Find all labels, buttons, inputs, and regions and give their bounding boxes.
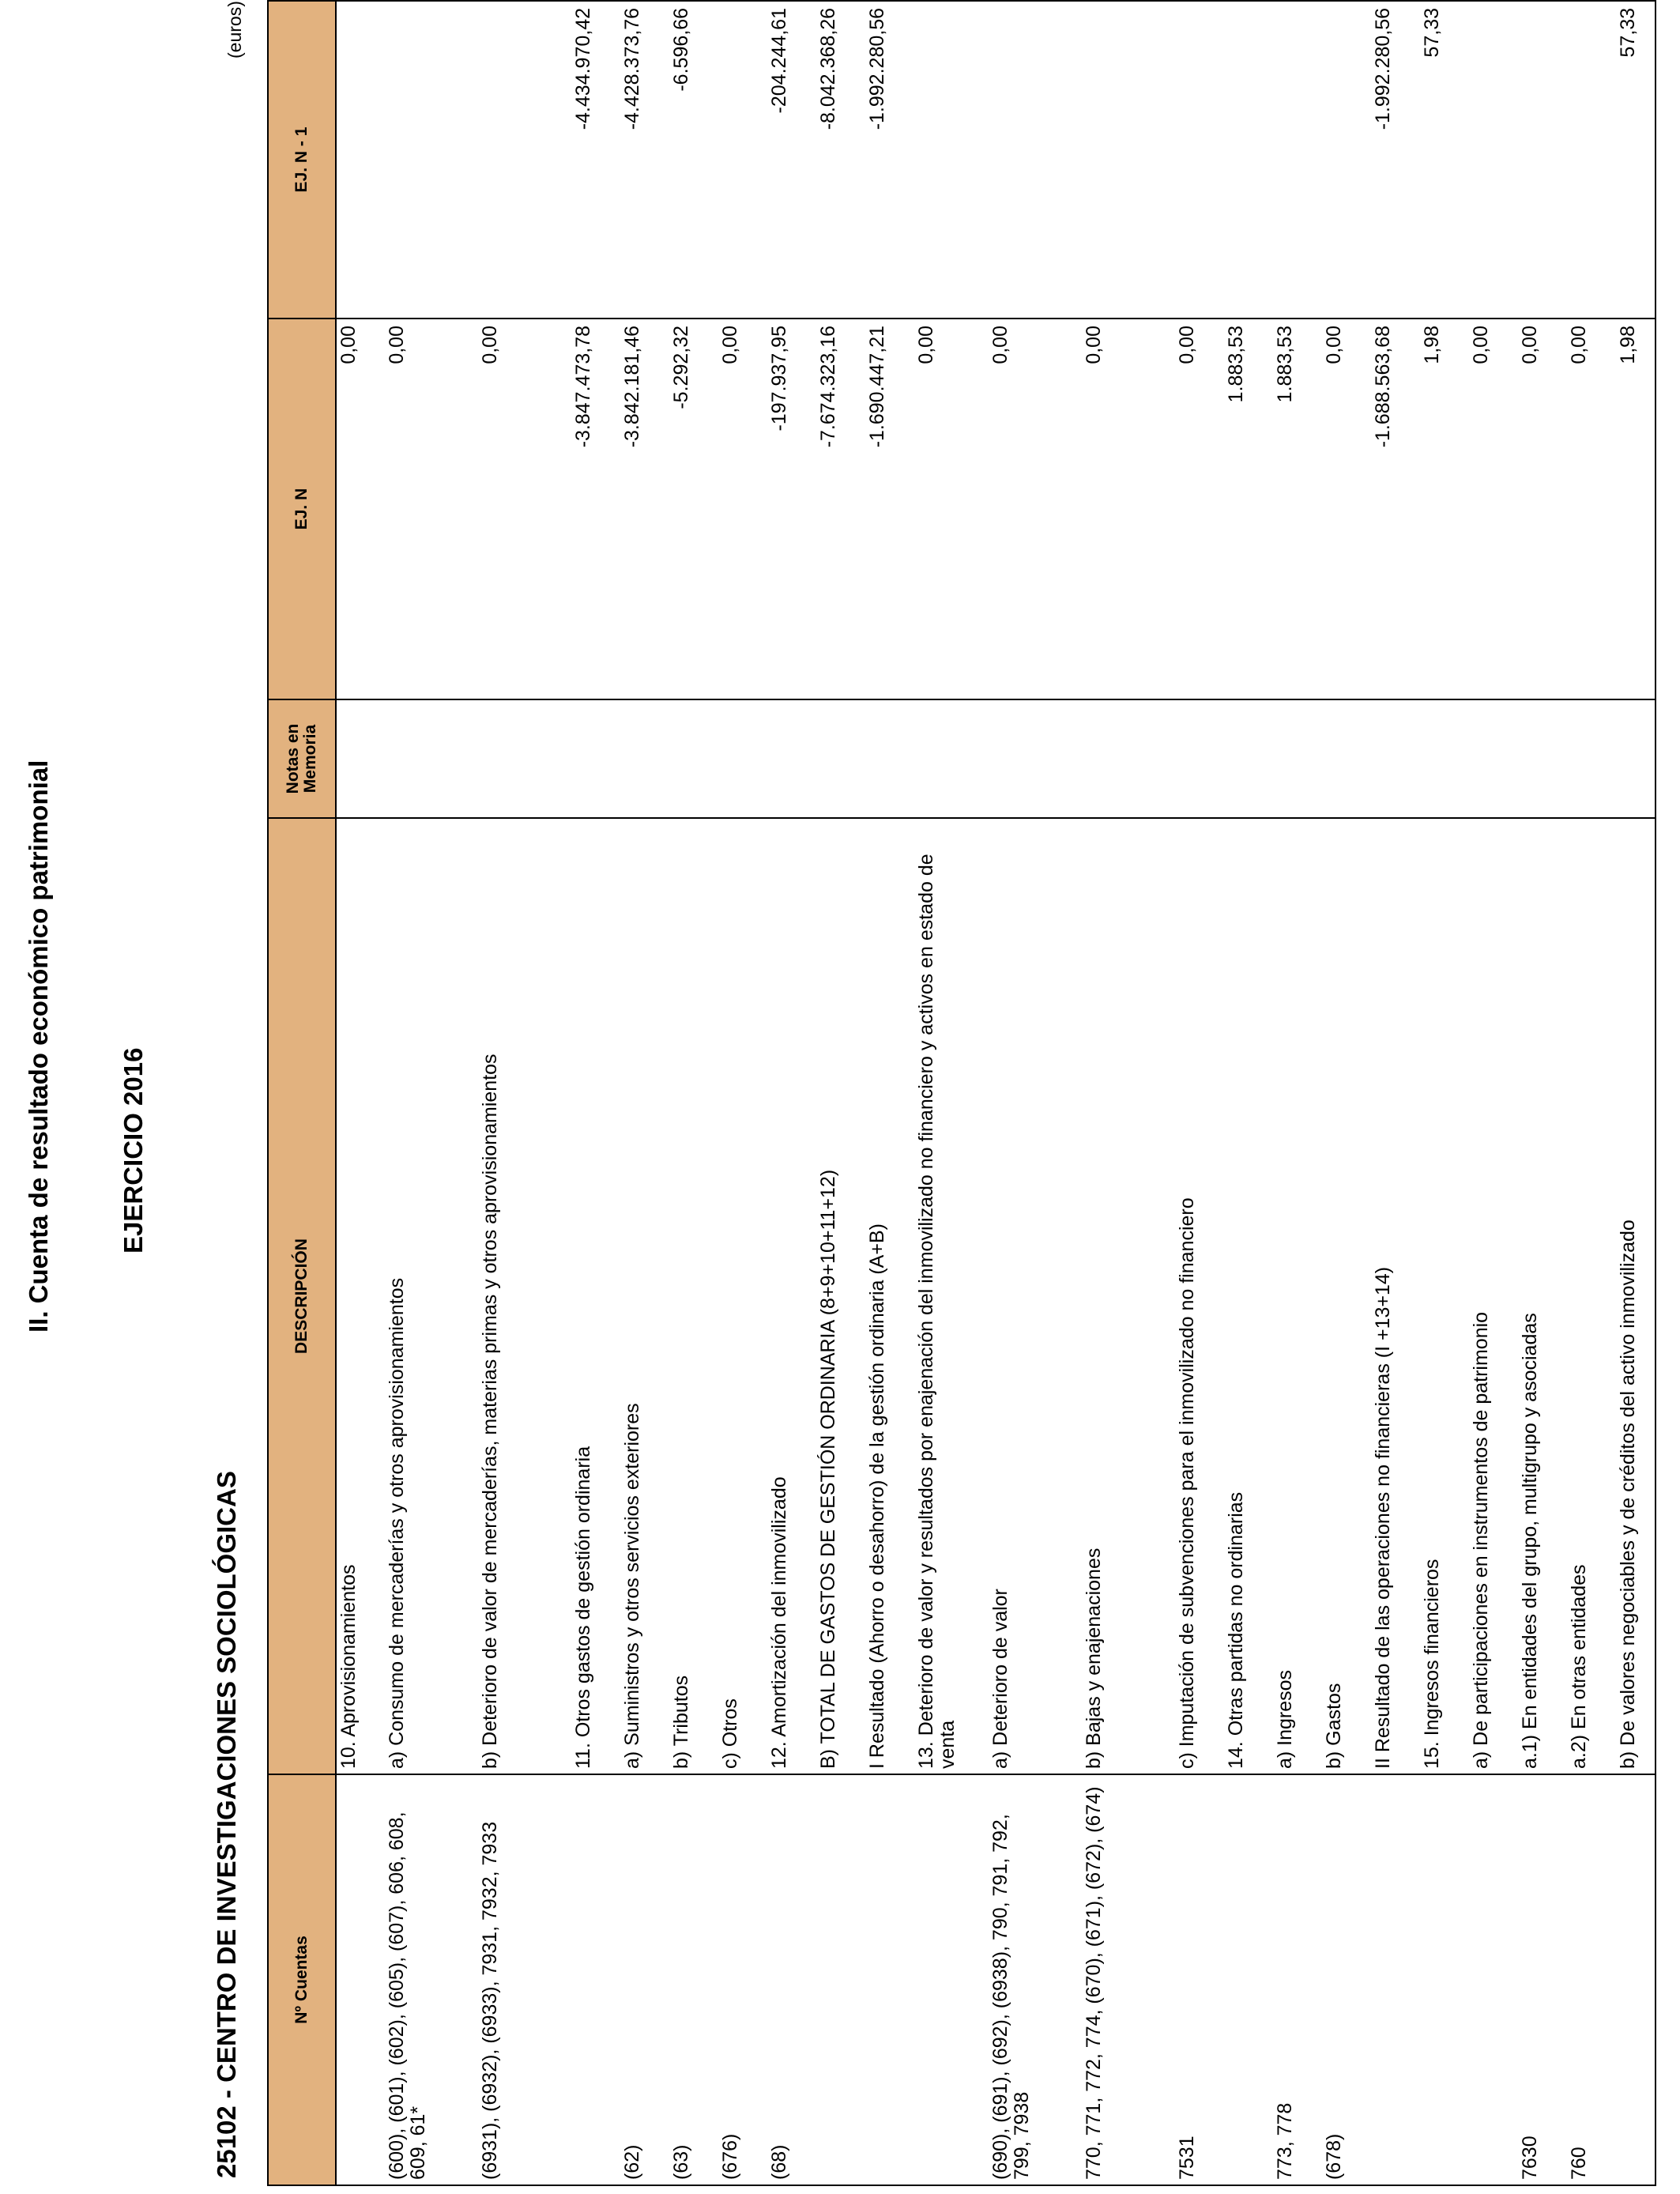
description-cell: a.1) En entidades del grupo, multigrupo y asociadas bbox=[1518, 818, 1567, 1774]
previous-year-cell bbox=[1469, 1, 1518, 319]
previous-year-cell bbox=[478, 1, 571, 319]
account-cell: 773, 778 bbox=[1273, 1774, 1322, 2185]
description-cell: II Resultado de las operaciones no financieras (I +13+14) bbox=[1371, 818, 1420, 1774]
table-row bbox=[336, 1, 385, 2185]
description-cell: c) Imputación de subvenciones para el inmovilizado no financiero bbox=[1175, 818, 1224, 1774]
table-header-row bbox=[268, 1, 336, 2185]
current-year-cell: 0,00 bbox=[1082, 319, 1175, 699]
account-cell bbox=[1371, 1774, 1420, 2185]
previous-year-cell: -6.596,66 bbox=[669, 1, 718, 319]
account-cell bbox=[1616, 1774, 1656, 2185]
account-cell bbox=[1420, 1774, 1469, 2185]
notes-cell bbox=[385, 699, 478, 818]
notes-cell bbox=[1616, 699, 1656, 818]
current-year-cell: 0,00 bbox=[385, 319, 478, 699]
description-cell: 12. Amortización del inmovilizado bbox=[767, 818, 816, 1774]
previous-year-cell bbox=[385, 1, 478, 319]
results-table bbox=[267, 0, 1656, 2186]
table-row bbox=[1469, 1, 1518, 2185]
current-year-cell: 0,00 bbox=[1175, 319, 1224, 699]
account-cell: 7630 bbox=[1518, 1774, 1567, 2185]
description-cell: b) Gastos bbox=[1322, 818, 1371, 1774]
current-year-cell: 1,98 bbox=[1420, 319, 1469, 699]
table-row bbox=[1175, 1, 1224, 2185]
notes-cell bbox=[1469, 699, 1518, 818]
account-cell bbox=[571, 1774, 620, 2185]
previous-year-cell: -4.434.970,42 bbox=[571, 1, 620, 319]
previous-year-cell: -1.992.280,56 bbox=[865, 1, 914, 319]
description-cell: c) Otros bbox=[718, 818, 767, 1774]
previous-year-cell bbox=[989, 1, 1082, 319]
table-row bbox=[1273, 1, 1322, 2185]
table-row bbox=[669, 1, 718, 2185]
current-year-cell: -197.937,95 bbox=[767, 319, 816, 699]
current-year-cell: 0,00 bbox=[1567, 319, 1616, 699]
notes-cell bbox=[865, 699, 914, 818]
col-description-header: DESCRIPCIÓN bbox=[268, 818, 336, 1774]
notes-cell bbox=[669, 699, 718, 818]
units-label: (euros) bbox=[224, 1, 245, 58]
account-cell bbox=[865, 1774, 914, 2185]
col-notes-header: Notas en Memoria bbox=[268, 699, 336, 818]
account-cell: 760 bbox=[1567, 1774, 1616, 2185]
table-row bbox=[1616, 1, 1656, 2185]
account-cell: 770, 771, 772, 774, (670), (671), (672), (674) bbox=[1082, 1774, 1175, 2185]
table-row bbox=[1518, 1, 1567, 2185]
notes-cell bbox=[1371, 699, 1420, 818]
current-year-cell: 1.883,53 bbox=[1224, 319, 1273, 699]
table-row bbox=[1322, 1, 1371, 2185]
description-cell: b) De valores negociables y de créditos del activo inmovilizado bbox=[1616, 818, 1656, 1774]
table-row bbox=[478, 1, 571, 2185]
current-year-cell: -3.847.473,78 bbox=[571, 319, 620, 699]
account-cell: (6931), (6932), (6933), 7931, 7932, 7933 bbox=[478, 1774, 571, 2185]
notes-cell bbox=[1322, 699, 1371, 818]
previous-year-cell bbox=[1273, 1, 1322, 319]
description-cell: a.2) En otras entidades bbox=[1567, 818, 1616, 1774]
previous-year-cell: -4.428.373,76 bbox=[620, 1, 669, 319]
notes-cell bbox=[336, 699, 385, 818]
description-cell: b) Bajas y enajenaciones bbox=[1082, 818, 1175, 1774]
account-cell bbox=[336, 1774, 385, 2185]
notes-cell bbox=[1273, 699, 1322, 818]
previous-year-cell bbox=[718, 1, 767, 319]
current-year-cell: 0,00 bbox=[336, 319, 385, 699]
current-year-cell: -3.842.181,46 bbox=[620, 319, 669, 699]
description-cell: a) Ingresos bbox=[1273, 818, 1322, 1774]
current-year-cell: -5.292,32 bbox=[669, 319, 718, 699]
table-body bbox=[336, 1, 1656, 2185]
notes-cell bbox=[478, 699, 571, 818]
account-cell: (678) bbox=[1322, 1774, 1371, 2185]
account-cell: (63) bbox=[669, 1774, 718, 2185]
report-title: II. Cuenta de resultado económico patrimonial bbox=[24, 760, 53, 1333]
table-row bbox=[1371, 1, 1420, 2185]
account-cell: (62) bbox=[620, 1774, 669, 2185]
description-cell: a) Suministros y otros servicios exteriores bbox=[620, 818, 669, 1774]
account-cell bbox=[816, 1774, 865, 2185]
notes-cell bbox=[1420, 699, 1469, 818]
current-year-cell: 0,00 bbox=[1469, 319, 1518, 699]
account-cell bbox=[914, 1774, 989, 2185]
account-cell bbox=[1469, 1774, 1518, 2185]
previous-year-cell bbox=[1322, 1, 1371, 319]
description-cell: a) Deterioro de valor bbox=[989, 818, 1082, 1774]
notes-cell bbox=[989, 699, 1082, 818]
notes-cell bbox=[1567, 699, 1616, 818]
col-current-header: EJ. N bbox=[268, 319, 336, 699]
description-cell: a) Consumo de mercaderías y otros aprovisionamientos bbox=[385, 818, 478, 1774]
description-cell: 14. Otras partidas no ordinarias bbox=[1224, 818, 1273, 1774]
previous-year-cell bbox=[914, 1, 989, 319]
description-cell: b) Deterioro de valor de mercaderías, materias primas y otros aprovisionamientos bbox=[478, 818, 571, 1774]
current-year-cell: 0,00 bbox=[914, 319, 989, 699]
previous-year-cell bbox=[1082, 1, 1175, 319]
current-year-cell: -1.688.563,68 bbox=[1371, 319, 1420, 699]
account-cell bbox=[1224, 1774, 1273, 2185]
table-row bbox=[914, 1, 989, 2185]
notes-cell bbox=[718, 699, 767, 818]
previous-year-cell: -204.244,61 bbox=[767, 1, 816, 319]
description-cell: B) TOTAL DE GASTOS DE GESTIÓN ORDINARIA (8+9+10+11+12) bbox=[816, 818, 865, 1774]
notes-cell bbox=[620, 699, 669, 818]
table-row bbox=[1567, 1, 1616, 2185]
table-row bbox=[1420, 1, 1469, 2185]
description-cell: b) Tributos bbox=[669, 818, 718, 1774]
account-cell: (600), (601), (602), (605), (607), 606, 608, 609, 61* bbox=[385, 1774, 478, 2185]
table-row bbox=[620, 1, 669, 2185]
previous-year-cell bbox=[1175, 1, 1224, 319]
current-year-cell: 1.883,53 bbox=[1273, 319, 1322, 699]
notes-cell bbox=[1082, 699, 1175, 818]
table-row bbox=[571, 1, 620, 2185]
col-previous-header: EJ. N - 1 bbox=[268, 1, 336, 319]
description-cell: 11. Otros gastos de gestión ordinaria bbox=[571, 818, 620, 1774]
current-year-cell: 0,00 bbox=[1322, 319, 1371, 699]
current-year-cell: 0,00 bbox=[1518, 319, 1567, 699]
previous-year-cell bbox=[336, 1, 385, 319]
notes-cell bbox=[914, 699, 989, 818]
table-row bbox=[989, 1, 1082, 2185]
previous-year-cell: -1.992.280,56 bbox=[1371, 1, 1420, 319]
current-year-cell: -1.690.447,21 bbox=[865, 319, 914, 699]
table-row bbox=[865, 1, 914, 2185]
current-year-cell: 0,00 bbox=[989, 319, 1082, 699]
current-year-cell: -7.674.323,16 bbox=[816, 319, 865, 699]
description-cell: a) De participaciones en instrumentos de patrimonio bbox=[1469, 818, 1518, 1774]
notes-cell bbox=[1518, 699, 1567, 818]
description-cell: 10. Aprovisionamientos bbox=[336, 818, 385, 1774]
fiscal-year: EJERCICIO 2016 bbox=[119, 1047, 148, 1253]
current-year-cell: 0,00 bbox=[718, 319, 767, 699]
table-row bbox=[816, 1, 865, 2185]
current-year-cell: 0,00 bbox=[478, 319, 571, 699]
description-cell: 15. Ingresos financieros bbox=[1420, 818, 1469, 1774]
account-cell: 7531 bbox=[1175, 1774, 1224, 2185]
notes-cell bbox=[1224, 699, 1273, 818]
notes-cell bbox=[1175, 699, 1224, 818]
table-row bbox=[385, 1, 478, 2185]
previous-year-cell: 57,33 bbox=[1616, 1, 1656, 319]
col-accounts-header: Nº Cuentas bbox=[268, 1774, 336, 2185]
notes-cell bbox=[816, 699, 865, 818]
description-cell: 13. Deterioro de valor y resultados por enajenación del inmovilizado no financiero y activos en estado de venta bbox=[914, 818, 989, 1774]
previous-year-cell bbox=[1224, 1, 1273, 319]
description-cell: I Resultado (Ahorro o desahorro) de la gestión ordinaria (A+B) bbox=[865, 818, 914, 1774]
table-row bbox=[1082, 1, 1175, 2185]
previous-year-cell bbox=[1567, 1, 1616, 319]
account-cell: (676) bbox=[718, 1774, 767, 2185]
table-row bbox=[718, 1, 767, 2185]
notes-cell bbox=[571, 699, 620, 818]
table-row bbox=[1224, 1, 1273, 2185]
previous-year-cell: 57,33 bbox=[1420, 1, 1469, 319]
previous-year-cell: -8.042.368,26 bbox=[816, 1, 865, 319]
notes-cell bbox=[767, 699, 816, 818]
previous-year-cell bbox=[1518, 1, 1567, 319]
table-row bbox=[767, 1, 816, 2185]
current-year-cell: 1,98 bbox=[1616, 319, 1656, 699]
account-cell: (690), (691), (692), (6938), 790, 791, 792, 799, 7938 bbox=[989, 1774, 1082, 2185]
account-cell: (68) bbox=[767, 1774, 816, 2185]
entity-name: 25102 - CENTRO DE INVESTIGACIONES SOCIOLÓGICAS bbox=[212, 1471, 241, 2178]
